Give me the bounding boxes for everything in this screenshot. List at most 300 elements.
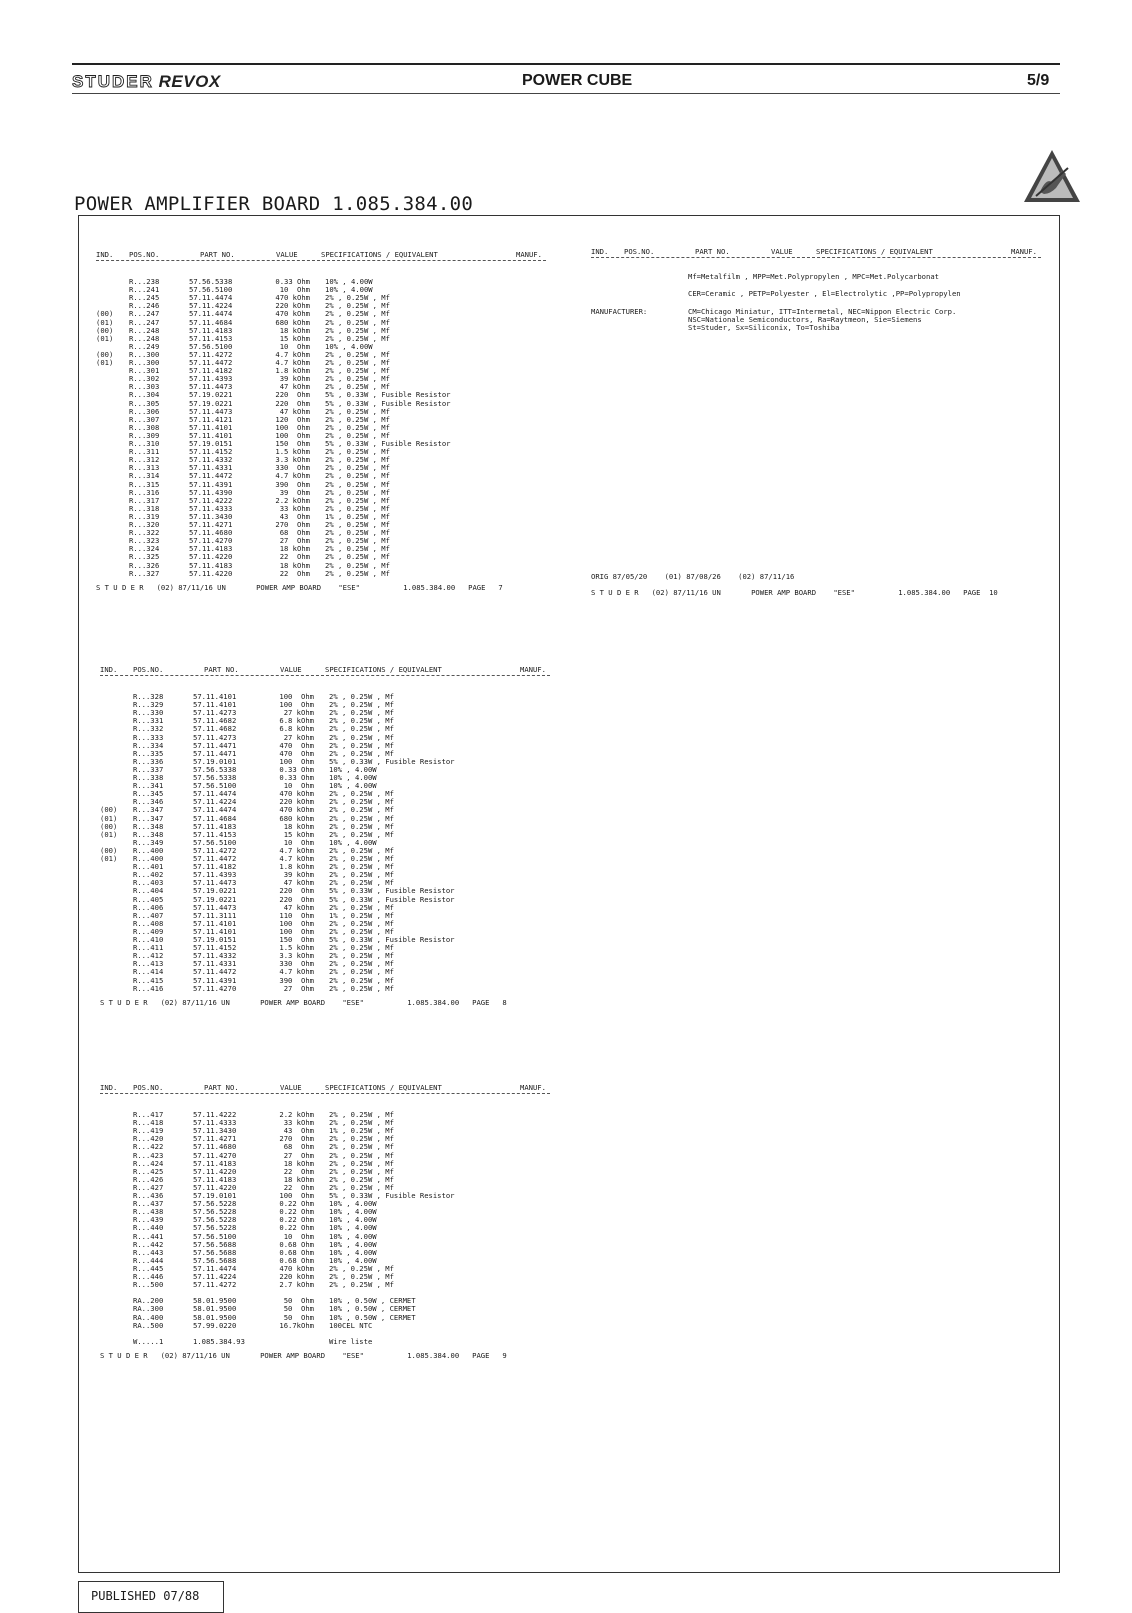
cell-spec: 5% , 0.33W , Fusible Resistor	[325, 398, 451, 408]
manufacturer-line-1: CM=Chicago Miniatur, ITT=Intermetal, NEC=Nippon Electric Corp.	[688, 307, 957, 316]
cell-pos: R...304	[129, 390, 160, 400]
table-row	[100, 985, 550, 994]
cell-pos: R...423	[133, 1150, 164, 1160]
cell-part: 57.11.4183	[189, 325, 233, 335]
cell-part: 57.56.5228	[193, 1223, 237, 1233]
cell-spec: 2% , 0.25W , Mf	[325, 358, 390, 367]
published-box: PUBLISHED 07/88	[78, 1581, 224, 1613]
cell-value: 3.3 kOhm	[279, 951, 314, 961]
cell-pos: R...443	[133, 1247, 164, 1257]
cell-part: 57.11.4222	[193, 1110, 237, 1119]
cell-pos: R...408	[133, 918, 164, 928]
cell-value: 50 Ohm	[283, 1304, 314, 1314]
cell-spec: 5% , 0.33W , Fusible Resistor	[329, 886, 455, 896]
cell-value: 220 Ohm	[275, 398, 310, 408]
cell-value: 47 kOhm	[283, 902, 314, 912]
cell-part: 57.11.4272	[193, 1280, 237, 1290]
cell-part: 57.11.4474	[193, 789, 237, 799]
cell-value: 0.68 Ohm	[279, 1247, 314, 1257]
cell-pos: R...241	[129, 285, 160, 295]
header-dash-rule	[591, 257, 1041, 258]
cell-spec: 2% , 0.25W , Mf	[325, 447, 390, 457]
cell-spec: 2% , 0.25W , Mf	[325, 374, 390, 384]
cell-value: 27 kOhm	[283, 708, 314, 718]
cell-pos: R...349	[133, 837, 164, 847]
cell-part: 58.01.9500	[193, 1296, 237, 1306]
cell-part: 57.11.4183	[189, 560, 233, 570]
cell-pos: R...335	[133, 748, 164, 758]
cell-pos: R...411	[133, 943, 164, 953]
cell-pos: R...245	[129, 293, 160, 303]
cell-value: 47 kOhm	[283, 878, 314, 888]
cell-spec: 2% , 0.25W , Mf	[329, 1182, 394, 1192]
cell-pos: R...247	[129, 317, 160, 327]
cell-part: 57.56.5228	[193, 1199, 237, 1209]
cell-value: 22 Ohm	[279, 552, 310, 562]
cell-part: 57.56.5688	[193, 1239, 237, 1249]
cell-value: 4.7 kOhm	[279, 854, 314, 863]
cell-value: 470 Ohm	[279, 748, 314, 758]
cell-spec: Wire liste	[329, 1336, 373, 1346]
cell-spec: 2% , 0.25W , Mf	[329, 1263, 394, 1273]
cell-spec: 10% , 4.00W	[329, 1247, 377, 1257]
cell-part: 57.11.4473	[189, 382, 233, 392]
cell-pos: R...327	[129, 568, 160, 578]
cell-pos: R...401	[133, 862, 164, 872]
col-pos: POS.NO.	[624, 247, 655, 256]
cell-value: 50 Ohm	[283, 1296, 314, 1306]
cell-part: 57.56.5688	[193, 1255, 237, 1265]
cell-spec: 2% , 0.25W , Mf	[329, 1174, 394, 1184]
cell-spec: 2% , 0.25W , Mf	[325, 317, 390, 327]
cell-pos: R...405	[133, 894, 164, 904]
cell-spec: 2% , 0.25W , Mf	[329, 854, 394, 863]
cell-value: 33 kOhm	[279, 503, 310, 513]
cell-spec: 10% , 4.00W	[329, 764, 377, 774]
col-value: VALUE	[280, 665, 302, 674]
cell-part: 57.11.4472	[189, 471, 233, 481]
cell-pos: R...333	[133, 732, 164, 742]
cell-spec: 2% , 0.25W , Mf	[325, 520, 390, 529]
cell-pos: R...341	[133, 781, 164, 791]
col-manuf: MANUF.	[516, 250, 542, 259]
abbrev-note-2: CER=Ceramic , PETP=Polyester , El=Electrolytic ,PP=Polypropylen	[688, 289, 961, 298]
cell-spec: 2% , 0.25W , Mf	[325, 503, 390, 513]
cell-spec: 1% , 0.25W , Mf	[325, 511, 390, 521]
cell-spec: 2% , 0.25W , Mf	[329, 700, 394, 710]
cell-part: 57.11.4333	[189, 503, 233, 513]
cell-part: 57.11.4474	[193, 805, 237, 815]
cell-value: 16.7kOhm	[279, 1320, 314, 1330]
cell-pos: R...314	[129, 471, 160, 481]
cell-part: 57.11.4183	[193, 1174, 237, 1184]
cell-part: 57.19.0221	[189, 390, 233, 400]
cell-pos: R...500	[133, 1280, 164, 1290]
cell-pos: R...303	[129, 382, 160, 392]
col-manuf: MANUF.	[1011, 247, 1037, 256]
cell-spec: 2% , 0.25W , Mf	[329, 926, 394, 936]
cell-pos: R...311	[129, 447, 160, 457]
cell-pos: R...436	[133, 1191, 164, 1200]
cell-part: 57.99.0220	[193, 1320, 237, 1330]
cell-part: 57.11.4473	[193, 878, 237, 888]
cell-pos: R...419	[133, 1126, 164, 1136]
cell-spec: 2% , 0.25W , Mf	[325, 544, 390, 554]
cell-value: 0.33 Ohm	[275, 277, 310, 286]
cell-value: 100 Ohm	[279, 700, 314, 710]
cell-pos: R...427	[133, 1182, 164, 1192]
cell-value: 270 Ohm	[279, 1134, 314, 1144]
cell-spec: 2% , 0.25W , Mf	[325, 487, 390, 497]
cell-part: 57.19.0221	[189, 398, 233, 408]
cell-pos: R...420	[133, 1134, 164, 1144]
cell-spec: 2% , 0.25W , Mf	[329, 902, 394, 912]
cell-part: 1.085.384.93	[193, 1336, 245, 1346]
cell-value: 220 Ohm	[275, 390, 310, 400]
cell-part: 57.11.4220	[193, 1182, 237, 1192]
cell-value: 0.68 Ohm	[279, 1239, 314, 1249]
cell-value: 220 Ohm	[279, 886, 314, 896]
cell-pos: R...444	[133, 1255, 164, 1265]
cell-part: 57.11.4472	[193, 967, 237, 977]
cell-ind: (01)	[96, 317, 114, 327]
cell-part: 57.11.4473	[189, 406, 233, 416]
cell-pos: R...446	[133, 1272, 164, 1281]
cell-spec: 10% , 4.00W	[329, 1215, 377, 1225]
page-footer-10: S T U D E R (02) 87/11/16 UN POWER AMP BOARD "ESE" 1.085.384.00 PAGE 10	[591, 588, 998, 597]
cell-ind: (00)	[100, 805, 118, 815]
col-spec: SPECIFICATIONS / EQUIVALENT	[325, 1083, 442, 1092]
cell-spec: 2% , 0.25W , Mf	[329, 878, 394, 888]
cell-pos: R...416	[133, 983, 164, 993]
cell-spec: 10% , 0.50W , CERMET	[329, 1304, 416, 1314]
cell-value: 470 Ohm	[279, 740, 314, 750]
cell-part: 57.11.3430	[193, 1126, 237, 1136]
cell-ind: (01)	[100, 854, 118, 863]
col-ind: IND.	[100, 1083, 118, 1092]
cell-spec: 2% , 0.25W , Mf	[329, 845, 394, 855]
cell-spec: 2% , 0.25W , Mf	[325, 406, 390, 416]
cell-value: 0.33 Ohm	[279, 773, 314, 782]
cell-value: 1.8 kOhm	[275, 366, 310, 376]
cell-value: 27 kOhm	[283, 732, 314, 742]
cell-value: 43 Ohm	[283, 1126, 314, 1136]
cell-pos: R...331	[133, 716, 164, 726]
cell-part: 57.11.4270	[193, 1150, 237, 1160]
logo-studer: STUDER	[72, 72, 154, 91]
header-title: POWER CUBE	[522, 72, 633, 89]
cell-part: 57.11.3430	[189, 511, 233, 521]
cell-spec: 2% , 0.25W , Mf	[325, 366, 390, 376]
cell-pos: R...330	[133, 708, 164, 718]
cell-value: 27 Ohm	[279, 536, 310, 546]
cell-value: 22 Ohm	[283, 1166, 314, 1176]
cell-pos: R...437	[133, 1199, 164, 1209]
cell-part: 57.56.5338	[193, 764, 237, 774]
cell-part: 57.56.5100	[193, 781, 237, 791]
cell-part: 57.11.4273	[193, 708, 237, 718]
cell-value: 110 Ohm	[279, 910, 314, 920]
cell-pos: R...319	[129, 511, 160, 521]
cell-pos: R...426	[133, 1174, 164, 1184]
cell-value: 6.8 kOhm	[279, 724, 314, 734]
cell-part: 57.11.4220	[193, 1166, 237, 1176]
cell-spec: 100CEL NTC	[329, 1320, 373, 1330]
cell-value: 0.22 Ohm	[279, 1207, 314, 1217]
cell-part: 57.11.4474	[189, 293, 233, 303]
cell-pos: R...336	[133, 756, 164, 766]
cell-pos: R...308	[129, 422, 160, 432]
top-rule	[72, 63, 1060, 65]
esd-warning-icon	[1022, 148, 1082, 204]
cell-pos: R...418	[133, 1118, 164, 1128]
cell-spec: 2% , 0.25W , Mf	[325, 495, 390, 505]
board-title: POWER AMPLIFIER BOARD 1.085.384.00	[74, 193, 474, 215]
cell-pos: R...328	[133, 692, 164, 701]
cell-part: 57.11.4183	[189, 544, 233, 554]
cell-pos: R...310	[129, 439, 160, 448]
cell-value: 470 kOhm	[275, 293, 310, 303]
cell-spec: 2% , 0.25W , Mf	[329, 1118, 394, 1128]
cell-pos: R...424	[133, 1158, 164, 1168]
cell-spec: 2% , 0.25W , Mf	[329, 724, 394, 734]
cell-value: 100 Ohm	[275, 430, 310, 440]
cell-spec: 2% , 0.25W , Mf	[329, 975, 394, 985]
cell-spec: 2% , 0.25W , Mf	[329, 821, 394, 831]
cell-value: 39 kOhm	[279, 374, 310, 384]
cell-spec: 2% , 0.25W , Mf	[325, 301, 390, 311]
cell-pos: R...417	[133, 1110, 164, 1119]
cell-part: 57.11.4224	[193, 797, 237, 807]
cell-value: 390 Ohm	[275, 479, 310, 489]
cell-part: 57.11.4473	[193, 902, 237, 912]
cell-value: 330 Ohm	[279, 959, 314, 969]
cell-pos: R...425	[133, 1166, 164, 1176]
cell-spec: 2% , 0.25W , Mf	[329, 1110, 394, 1119]
cell-value: 4.7 kOhm	[275, 358, 310, 367]
cell-value: 470 kOhm	[275, 309, 310, 319]
cell-part: 57.11.4270	[193, 983, 237, 993]
cell-pos: R...248	[129, 333, 160, 343]
cell-part: 57.11.4101	[193, 700, 237, 710]
cell-pos: R...410	[133, 935, 164, 944]
cell-spec: 2% , 0.25W , Mf	[325, 560, 390, 570]
cell-value: 18 kOhm	[283, 821, 314, 831]
cell-value: 4.7 kOhm	[275, 349, 310, 359]
cell-value: 68 Ohm	[279, 528, 310, 538]
cell-value: 330 Ohm	[275, 463, 310, 473]
cell-part: 57.11.4471	[193, 748, 237, 758]
cell-part: 57.19.0151	[189, 439, 233, 448]
cell-part: 57.56.5338	[193, 773, 237, 782]
cell-value: 39 Ohm	[279, 487, 310, 497]
cell-pos: R...338	[133, 773, 164, 782]
orig-dates: ORIG 87/05/20 (01) 87/08/26 (02) 87/11/16	[591, 572, 795, 581]
cell-part: 57.11.4101	[193, 926, 237, 936]
table-row	[100, 1338, 550, 1347]
cell-value: 3.3 kOhm	[275, 455, 310, 465]
cell-part: 57.11.4153	[193, 829, 237, 839]
cell-value: 100 Ohm	[279, 926, 314, 936]
cell-value: 470 kOhm	[279, 1263, 314, 1273]
cell-part: 57.11.4682	[193, 724, 237, 734]
cell-value: 150 Ohm	[275, 439, 310, 448]
cell-pos: R...347	[133, 805, 164, 815]
cell-value: 27 Ohm	[283, 983, 314, 993]
col-value: VALUE	[280, 1083, 302, 1092]
col-part: PART NO.	[695, 247, 730, 256]
cell-spec: 2% , 0.25W , Mf	[325, 552, 390, 562]
cell-spec: 2% , 0.25W , Mf	[325, 414, 390, 424]
cell-part: 57.19.0101	[193, 756, 237, 766]
cell-value: 22 Ohm	[283, 1182, 314, 1192]
cell-spec: 2% , 0.25W , Mf	[329, 1150, 394, 1160]
cell-spec: 5% , 0.33W , Fusible Resistor	[329, 1191, 455, 1200]
cell-spec: 2% , 0.25W , Mf	[329, 805, 394, 815]
cell-value: 18 kOhm	[279, 325, 310, 335]
cell-part: 57.11.4393	[193, 870, 237, 880]
cell-pos: R...346	[133, 797, 164, 807]
cell-value: 0.22 Ohm	[279, 1199, 314, 1209]
cell-part: 57.11.4332	[193, 951, 237, 961]
cell-spec: 2% , 0.25W , Mf	[325, 422, 390, 432]
cell-value: 33 kOhm	[283, 1118, 314, 1128]
cell-part: 57.11.4222	[189, 495, 233, 505]
cell-pos: R...302	[129, 374, 160, 384]
cell-value: 390 Ohm	[279, 975, 314, 985]
parts-list-page-10	[591, 248, 1046, 600]
cell-value: 18 kOhm	[279, 544, 310, 554]
cell-part: 57.11.4224	[193, 1272, 237, 1281]
cell-spec: 10% , 0.50W , CERMET	[329, 1296, 416, 1306]
cell-part: 57.11.4183	[193, 821, 237, 831]
cell-pos: R...305	[129, 398, 160, 408]
cell-pos: R...300	[129, 349, 160, 359]
cell-pos: R...407	[133, 910, 164, 920]
cell-value: 470 kOhm	[279, 805, 314, 815]
cell-part: 57.11.4390	[189, 487, 233, 497]
cell-part: 57.56.5100	[189, 341, 233, 351]
cell-part: 57.11.4684	[193, 813, 237, 823]
cell-part: 57.11.4182	[193, 862, 237, 872]
cell-value: 100 Ohm	[279, 918, 314, 928]
cell-part: 57.11.4273	[193, 732, 237, 742]
cell-pos: W.....1	[133, 1336, 164, 1346]
cell-part: 57.56.5228	[193, 1207, 237, 1217]
page-footer: S T U D E R (02) 87/11/16 UN POWER AMP BOARD "ESE" 1.085.384.00 PAGE 9	[100, 1350, 507, 1360]
cell-spec: 10% , 4.00W	[329, 1199, 377, 1209]
cell-part: 57.11.4271	[193, 1134, 237, 1144]
cell-value: 68 Ohm	[283, 1142, 314, 1152]
cell-pos: R...247	[129, 309, 160, 319]
page-footer: S T U D E R (02) 87/11/16 UN POWER AMP BOARD "ESE" 1.085.384.00 PAGE 7	[96, 582, 503, 592]
cell-spec: 1% , 0.25W , Mf	[329, 910, 394, 920]
cell-value: 4.7 kOhm	[279, 967, 314, 977]
cell-pos: R...301	[129, 366, 160, 376]
cell-value: 100 Ohm	[279, 756, 314, 766]
cell-pos: R...440	[133, 1223, 164, 1233]
cell-spec: 2% , 0.25W , Mf	[329, 708, 394, 718]
cell-value: 1.5 kOhm	[275, 447, 310, 457]
cell-spec: 5% , 0.33W , Fusible Resistor	[329, 894, 455, 904]
cell-pos: R...325	[129, 552, 160, 562]
cell-spec: 5% , 0.33W , Fusible Resistor	[325, 439, 451, 448]
cell-spec: 2% , 0.25W , Mf	[329, 1142, 394, 1152]
cell-spec: 2% , 0.25W , Mf	[329, 829, 394, 839]
cell-value: 0.22 Ohm	[279, 1223, 314, 1233]
cell-spec: 2% , 0.25W , Mf	[329, 959, 394, 969]
cell-pos: R...307	[129, 414, 160, 424]
cell-spec: 10% , 4.00W	[329, 1231, 377, 1241]
cell-part: 57.11.4391	[189, 479, 233, 489]
cell-pos: R...337	[133, 764, 164, 774]
cell-part: 57.11.4182	[189, 366, 233, 376]
cell-spec: 2% , 0.25W , Mf	[329, 951, 394, 961]
cell-part: 57.11.3111	[193, 910, 237, 920]
cell-value: 1.5 kOhm	[279, 943, 314, 953]
manufacturer-line-3: St=Studer, Sx=Siliconix, To=Toshiba	[688, 323, 840, 332]
cell-value: 680 kOhm	[275, 317, 310, 327]
cell-part: 57.11.4331	[189, 463, 233, 473]
cell-spec: 2% , 0.25W , Mf	[329, 1280, 394, 1290]
cell-part: 57.19.0151	[193, 935, 237, 944]
col-manuf: MANUF.	[520, 665, 546, 674]
cell-ind: (01)	[100, 829, 118, 839]
cell-part: 57.11.4474	[193, 1263, 237, 1273]
cell-part: 58.01.9500	[193, 1304, 237, 1314]
cell-value: 4.7 kOhm	[275, 471, 310, 481]
cell-value: 4.7 kOhm	[279, 845, 314, 855]
cell-part: 57.11.4121	[189, 414, 233, 424]
col-spec: SPECIFICATIONS / EQUIVALENT	[325, 665, 442, 674]
cell-spec: 10% , 4.00W	[329, 837, 377, 847]
cell-part: 57.56.5688	[193, 1247, 237, 1257]
cell-spec: 2% , 0.25W , Mf	[325, 293, 390, 303]
cell-part: 57.56.5100	[193, 1231, 237, 1241]
cell-value: 15 kOhm	[279, 333, 310, 343]
cell-ind: (00)	[100, 845, 118, 855]
cell-part: 57.11.4682	[193, 716, 237, 726]
cell-spec: 10% , 4.00W	[329, 781, 377, 791]
cell-pos: R...306	[129, 406, 160, 416]
cell-spec: 2% , 0.25W , Mf	[325, 309, 390, 319]
cell-value: 100 Ohm	[279, 1191, 314, 1200]
manufacturer-label: MANUFACTURER:	[591, 307, 648, 316]
page-footer: S T U D E R (02) 87/11/16 UN POWER AMP BOARD "ESE" 1.085.384.00 PAGE 8	[100, 997, 507, 1007]
cell-value: 10 Ohm	[283, 1231, 314, 1241]
cell-pos: R...406	[133, 902, 164, 912]
cell-ind: (01)	[96, 358, 114, 367]
cell-spec: 10% , 4.00W	[329, 773, 377, 782]
cell-pos: R...318	[129, 503, 160, 513]
cell-value: 220 Ohm	[279, 894, 314, 904]
cell-spec: 2% , 0.25W , Mf	[329, 789, 394, 799]
cell-ind: (01)	[100, 813, 118, 823]
cell-value: 100 Ohm	[279, 692, 314, 701]
cell-value: 120 Ohm	[275, 414, 310, 424]
col-part: PART NO.	[204, 1083, 239, 1092]
col-ind: IND.	[96, 250, 114, 259]
cell-part: 57.11.4101	[193, 692, 237, 701]
table-row	[96, 570, 546, 579]
cell-value: 43 Ohm	[279, 511, 310, 521]
cell-pos: R...404	[133, 886, 164, 896]
cell-spec: 10% , 4.00W	[325, 285, 373, 295]
cell-value: 680 kOhm	[279, 813, 314, 823]
cell-part: 57.56.5100	[193, 837, 237, 847]
manufacturer-line-2: NSC=Nationale Semiconductors, Ra=Raytmeon, Sie=Siemens	[688, 315, 922, 324]
cell-pos: R...441	[133, 1231, 164, 1241]
